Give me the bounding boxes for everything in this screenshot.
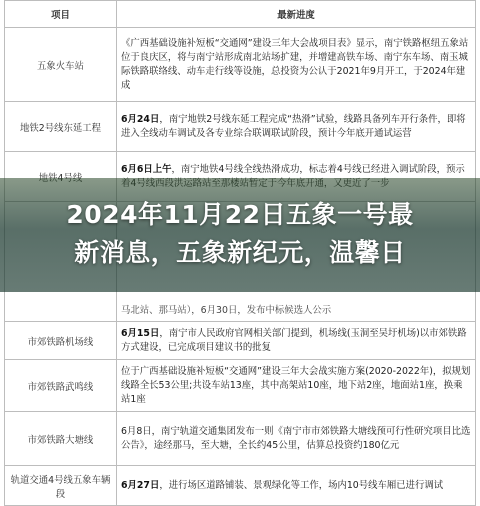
progress-text: ，南宁地铁4号线全线热滑成功，标志着4号线已经进入调试阶段，预示: [171, 163, 465, 175]
project-cell: 五象火车站: [5, 28, 117, 102]
header-project: 项目: [5, 1, 117, 28]
project-cell: 地铁2号线东延工程: [5, 102, 117, 152]
progress-text: 《广西基础设施补短板“交通网”建设三年大会战项目表》显示，南宁铁路枢纽五象站位于良庆区，将与南宁站形成南北站场扩建，并增建高铁车场、南宁东车场、南玉城际铁路联络线、动车走行线等设施，总投资为公认于2021年9月开工，于2024年建成: [121, 37, 469, 91]
progress-text: 马北站、那马站），6月30日，发布中标候选人公示: [121, 305, 332, 316]
progress-cell: [117, 360, 476, 412]
project-cell: 轨道交通4号线五象车辆段: [5, 466, 117, 506]
table-row: [5, 322, 476, 360]
headline: [0, 196, 480, 272]
date-label: 6月24日: [121, 113, 160, 125]
date-label: 6月6日上午: [121, 163, 172, 175]
progress-cell: [117, 322, 476, 360]
table-row: [5, 412, 476, 466]
project-cell: 市郊铁路武鸣线: [5, 360, 117, 412]
table-row: [5, 28, 476, 102]
progress-cell: [117, 28, 476, 102]
headline-line-1: 2024年11月22日五象一号最: [66, 200, 414, 229]
progress-cell: [117, 412, 476, 466]
date-label: 6月27日: [121, 479, 160, 491]
headline-line-2: 新消息，五象新纪元，温馨日: [74, 238, 406, 267]
progress-text: 位于广西基础设施补短板“交通网”建设三年大会战实施方案(2020-2022年)，拟规划线路全长53公里;共设车站13座，其中高架站10座，地下站2座，地面站1座，换乘站1座: [121, 365, 471, 405]
table-header-row: [5, 1, 476, 28]
table-row: [5, 360, 476, 412]
table-row: [5, 102, 476, 152]
header-progress: 最新进度: [117, 1, 476, 28]
progress-cell: [117, 102, 476, 152]
project-cell: 市郊铁路机场线: [5, 322, 117, 360]
project-cell: 市郊铁路大塘线: [5, 412, 117, 466]
progress-text: ，南宁市人民政府官网相关部门提到，机场线(玉洞至吴圩机场)以市郊铁路方式建设，已完成项目建议书的批复: [121, 327, 467, 353]
progress-cell: [117, 466, 476, 506]
progress-text: ，南宁地铁2号线东延工程完成“热滑”试验，线路具备列车开行条件，即将进入全线动车调试及各专业综合联调联试阶段，预计今年底开通试运营: [121, 113, 466, 139]
date-label: 6月15日: [121, 327, 160, 339]
progress-text: 6月8日，南宁轨道交通集团发布一则《南宁市市郊铁路大塘线预可行性研究项目比选公告》，途经那马，至大塘，全长约45公里，估算总投资约180亿元: [121, 425, 471, 451]
table-row: [5, 466, 476, 506]
progress-text: ，进行场区道路铺装、景观绿化等工作，场内10号线车厢已进行调试: [159, 479, 444, 491]
